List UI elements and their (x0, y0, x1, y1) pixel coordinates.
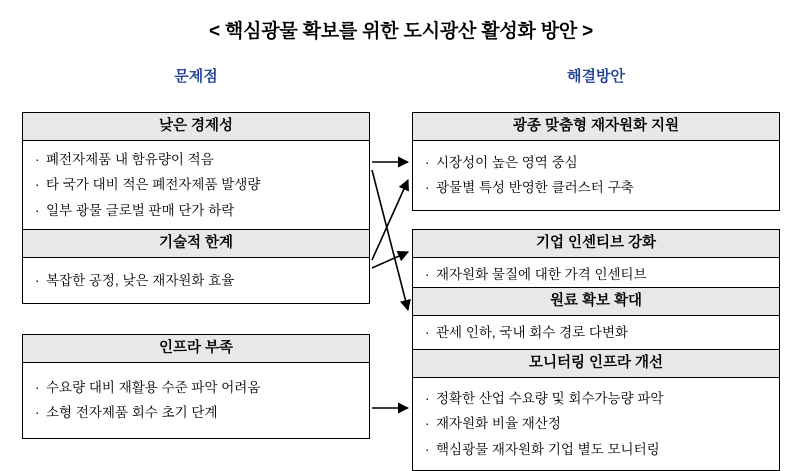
list-item-label: 폐전자제품 내 함유량이 적음 (46, 151, 214, 167)
list-item (425, 262, 769, 288)
list-item-label: 수요량 대비 재활용 수준 파악 어려움 (46, 379, 261, 395)
column-heading-problem: 문제점 (174, 68, 218, 85)
list-item-label: 재자원화 비율 재산정 (436, 416, 561, 432)
solution-box-raw-material (412, 287, 780, 350)
list-item-label: 재자원화 물질에 대한 가격 인센티브 (436, 266, 647, 282)
arrow-technology-to-recycling (372, 180, 408, 260)
box-header: 인프라 부족 (23, 335, 369, 363)
solution-box-monitoring-infra (412, 349, 780, 471)
bullet-icon: · (35, 272, 40, 288)
box-header: 원료 확보 확대 (413, 288, 779, 316)
box-body (413, 378, 779, 471)
list-item-label: 핵심광물 재자원화 기업 별도 모니터링 (436, 441, 660, 457)
box-body (23, 141, 369, 230)
arrow-economics-to-raw-material (372, 170, 408, 310)
bullet-icon: · (35, 151, 40, 167)
list-item (425, 437, 769, 463)
list-item (425, 320, 769, 346)
bullet-icon: · (425, 154, 430, 170)
list-item (425, 386, 769, 412)
box-header: 모니터링 인프라 개선 (413, 350, 779, 378)
bullet-icon: · (425, 441, 430, 457)
box-body (413, 316, 779, 350)
arrow-technology-to-incentive (372, 252, 408, 268)
bullet-icon: · (425, 416, 430, 432)
list-item-label: 타 국가 대비 적은 폐전자제품 발생량 (46, 177, 261, 193)
box-header: 낮은 경제성 (23, 113, 369, 141)
problem-box-infrastructure (22, 334, 370, 439)
bullet-icon: · (35, 177, 40, 193)
list-item (35, 147, 359, 173)
box-body (23, 363, 369, 438)
list-item (35, 400, 359, 426)
list-item (35, 172, 359, 198)
bullet-icon: · (35, 202, 40, 218)
bullet-icon: · (425, 324, 430, 340)
solution-box-corporate-incentive (412, 229, 780, 292)
list-item-label: 일부 광물 글로벌 판매 단가 하락 (46, 202, 235, 218)
page-title: < 핵심광물 확보를 위한 도시광산 활성화 방안 > (208, 21, 594, 42)
box-body (23, 258, 369, 304)
list-item-label: 관세 인하, 국내 회수 경로 다변화 (436, 324, 629, 340)
list-item-label: 소형 전자제품 회수 초기 단계 (46, 405, 218, 421)
bullet-icon: · (425, 266, 430, 282)
list-item (35, 268, 359, 294)
column-heading-solution: 해결방안 (567, 68, 625, 85)
bullet-icon: · (35, 379, 40, 395)
list-item (35, 375, 359, 401)
list-item (425, 150, 769, 176)
list-item-label: 복잡한 공정, 낮은 재자원화 효율 (46, 272, 235, 288)
problem-box-technology (22, 229, 370, 304)
list-item-label: 광물별 특성 반영한 클러스터 구축 (436, 180, 634, 196)
list-item (35, 198, 359, 224)
solution-box-tailored-recycling (412, 112, 780, 211)
bullet-icon: · (425, 390, 430, 406)
bullet-icon: · (35, 405, 40, 421)
bullet-icon: · (425, 180, 430, 196)
list-item-label: 시장성이 높은 영역 중심 (436, 154, 578, 170)
box-body (413, 141, 779, 210)
box-header: 광종 맞춤형 재자원화 지원 (413, 113, 779, 141)
box-header: 기업 인센티브 강화 (413, 230, 779, 258)
box-header: 기술적 한계 (23, 230, 369, 258)
list-item (425, 411, 769, 437)
problem-box-economics (22, 112, 370, 230)
list-item (425, 175, 769, 201)
list-item-label: 정확한 산업 수요량 및 회수가능량 파악 (436, 390, 664, 406)
